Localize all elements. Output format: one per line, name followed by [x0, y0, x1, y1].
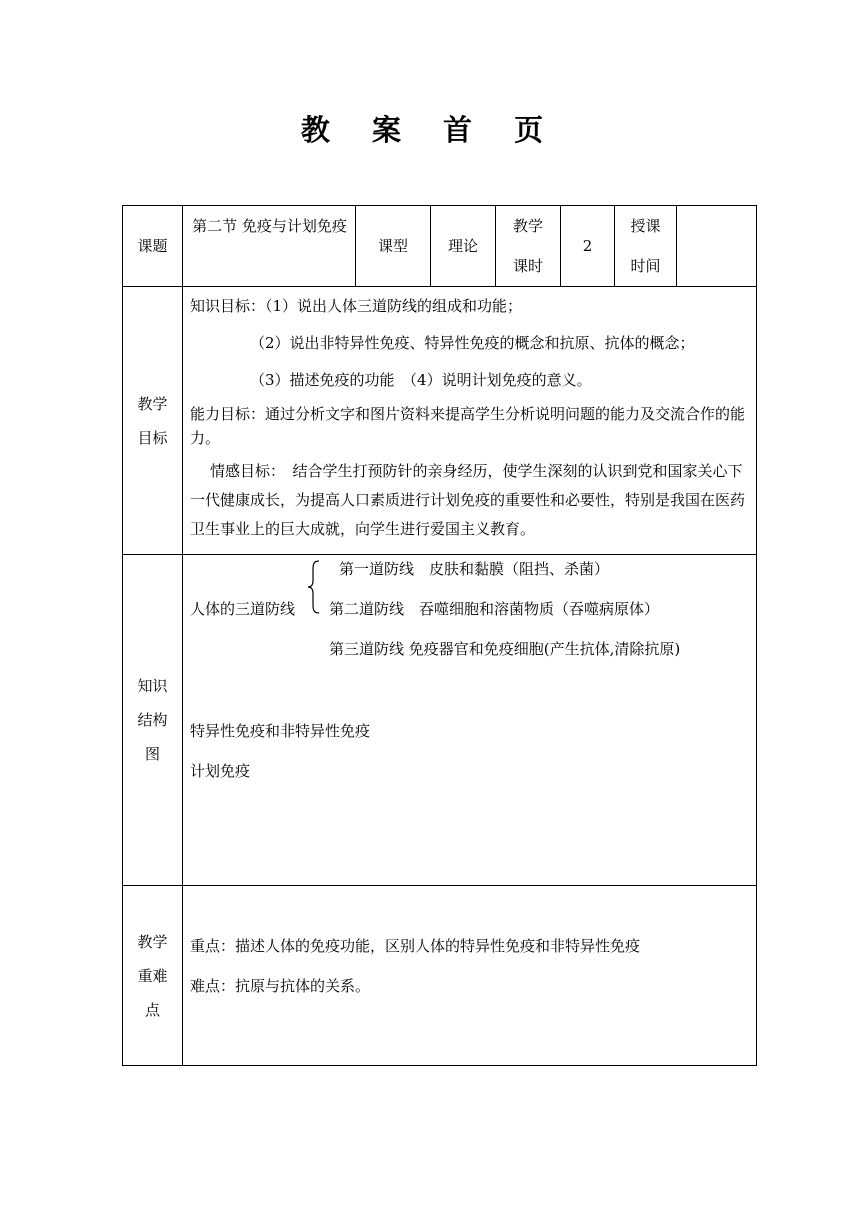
keypoints-content	[183, 886, 757, 1066]
hours-label-cell	[496, 206, 561, 287]
topic-value: 第二节 免疫与计划免疫	[192, 217, 347, 235]
goals-label-cell	[123, 287, 183, 555]
key-point: 重点：描述人体的免疫功能，区别人体的特异性免疫和非特异性免疫	[190, 937, 641, 955]
time-label-line1: 授课	[630, 217, 661, 235]
emotion-goal: 情感目标： 结合学生打预防针的亲身经历，使学生深刻的认识到党和国家关心下一代健康成长，为提高人口素质进行计划免疫的重要性和必要性，特别是我国在医药卫生事业上的巨大成就，向学生进行爱国主义教育。	[190, 462, 746, 538]
hours-label-line1: 教学	[512, 217, 543, 235]
hours-label-line2: 课时	[512, 257, 543, 275]
keypoints-label-line3: 点	[144, 1000, 160, 1019]
goals-row	[123, 287, 757, 555]
page-title: 教 案 首 页	[300, 113, 560, 147]
defense-line-1: 第一道防线 皮肤和黏膜（阻挡、杀菌）	[339, 560, 610, 578]
type-value: 理论	[431, 206, 496, 287]
knowledge-tree	[183, 555, 756, 885]
defense-line-3: 第三道防线 免疫器官和免疫细胞(产生抗体,清除抗原)	[329, 640, 681, 658]
structure-label-line3: 图	[144, 745, 160, 763]
goals-content	[183, 287, 757, 555]
defense-line-2: 第二道防线 吞噬细胞和溶菌物质（吞噬病原体）	[329, 600, 660, 618]
time-value	[677, 206, 757, 287]
ability-goal: 能力目标：通过分析文字和图片资料来提高学生分析说明问题的能力及交流合作的能力。	[190, 405, 746, 447]
goals-label-line2: 目标	[137, 428, 168, 447]
keypoints-row	[123, 886, 757, 1066]
type-label: 课型	[356, 206, 431, 287]
header-row	[123, 206, 757, 287]
structure-label-cell	[123, 555, 183, 886]
keypoints-label-line2: 重难	[137, 966, 168, 985]
lesson-plan-table	[122, 205, 757, 1066]
time-label-line2: 时间	[630, 257, 661, 275]
knowledge-goal-1: 知识目标：（1）说出人体三道防线的组成和功能；	[190, 297, 523, 315]
topic-value-cell	[183, 206, 356, 287]
immunity-types: 特异性免疫和非特异性免疫	[190, 722, 371, 740]
knowledge-goal-2: （2）说出非特异性免疫、特异性免疫的概念和抗原、抗体的概念；	[250, 334, 695, 352]
brace-icon	[305, 559, 323, 615]
goals-label-line1: 教学	[137, 394, 168, 413]
structure-row	[123, 555, 757, 886]
defense-root: 人体的三道防线	[190, 600, 296, 618]
keypoints-label-line1: 教学	[137, 932, 168, 951]
structure-label-line1: 知识	[137, 677, 168, 695]
planned-immunization: 计划免疫	[190, 762, 251, 780]
topic-label: 课题	[123, 206, 183, 287]
difficult-point: 难点：抗原与抗体的关系。	[190, 977, 371, 995]
knowledge-goal-3: （3）描述免疫的功能 （4）说明计划免疫的意义。	[250, 371, 592, 389]
structure-content	[183, 555, 757, 886]
hours-value: 2	[561, 206, 615, 287]
time-label-cell	[615, 206, 677, 287]
keypoints-label-cell	[123, 886, 183, 1066]
structure-label-line2: 结构	[137, 711, 168, 729]
